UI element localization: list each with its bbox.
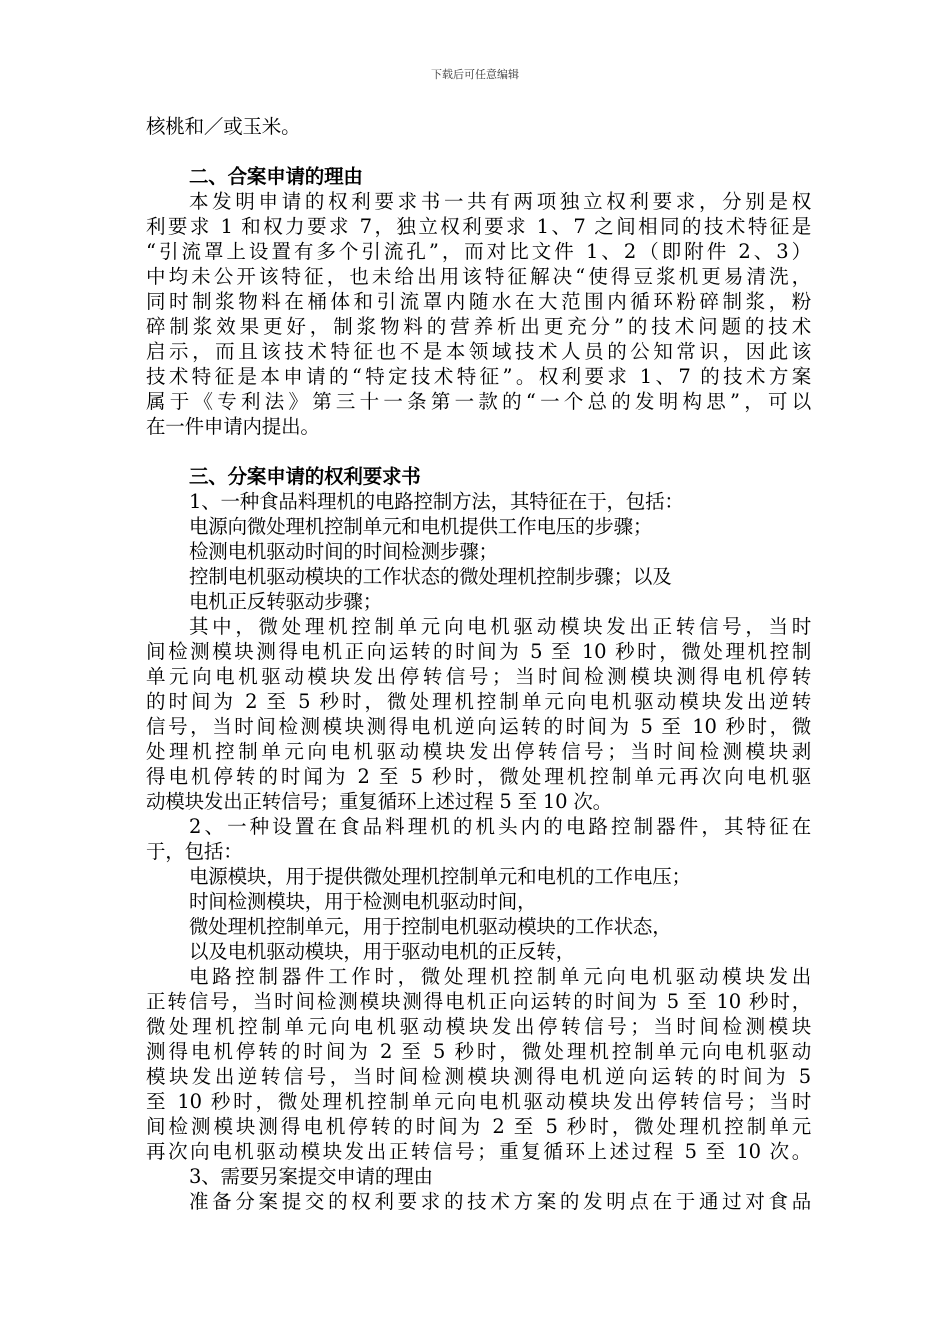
text-line: 得电机停转的时闻为 2 至 5 秒时，微处理机控制单元再次向电机驱 [146,765,811,788]
text-line: 微处理机控制单元向电机驱动模块发出停转信号；当时间检测模块 [146,1015,811,1038]
text-line: “引流罩上设置有多个引流孔”，而对比文件 1、2（即附件 2、3） [146,240,811,263]
text-line: 技术特征是本申请的“特定技术特征”。权利要求 1、7 的技术方案 [146,365,811,388]
page-header: 下载后可任意编辑 [431,68,519,81]
text-line: 1、一种食品料理机的电路控制方法，其特征在于，包括： [189,490,684,513]
section-heading: 二、合案申请的理由 [189,165,363,188]
text-line: 电源向微处理机控制单元和电机提供工作电压的步骤； [189,515,653,538]
text-line: 微处理机控制单元，用于控制电机驱动模块的工作状态， [189,915,672,938]
text-line: 的时间为 2 至 5 秒时，微处理机控制单元向电机驱动模块发出逆转 [146,690,811,713]
text-line: 控制电机驱动模块的工作状态的微处理机控制步骤；以及 [189,565,672,588]
text-line: 本发明申请的权利要求书一共有两项独立权利要求，分别是权 [189,190,811,213]
text-line: 核桃和／或玉米。 [146,115,301,138]
text-line: 电源模块，用于提供微处理机控制单元和电机的工作电压； [189,865,691,888]
text-line: 测得电机停转的时间为 2 至 5 秒时，微处理机控制单元向电机驱动 [146,1040,811,1063]
text-line: 模块发出逆转信号，当时间检测模块测得电机逆向运转的时间为 5 [146,1065,811,1088]
text-line: 属于《专利法》第三十一条第一款的“一个总的发明构思”，可以 [146,390,811,413]
text-line: 以及电机驱动模块，用于驱动电机的正反转， [189,940,576,963]
text-line: 碎制浆效果更好，制浆物料的营养析出更充分”的技术问题的技术 [146,315,811,338]
blank-line [146,139,811,164]
text-line: 3、需要另案提交申请的理由 [189,1165,433,1188]
text-line: 间检测模块测得电机正向运转的时间为 5 至 10 秒时，微处理机控制 [146,640,811,663]
text-line: 正转信号，当时间检测模块测得电机正向运转的时间为 5 至 10 秒时， [146,990,811,1013]
blank-line [146,439,811,464]
text-line: 处理机控制单元向电机驱动模块发出停转信号；当时间检测模块剥 [146,740,811,763]
text-line: 单元向电机驱动模块发出停转信号；当时间检测模块测得电机停转 [146,665,811,688]
text-line: 间检测模块测得电机停转的时间为 2 至 5 秒时，微处理机控制单元 [146,1115,811,1138]
text-line: 中均未公开该特征，也未给出用该特征解决“使得豆浆机更易清洗， [146,265,811,288]
text-line: 信号，当时间检测模块测得电机逆向运转的时间为 5 至 10 秒时，微 [146,715,811,738]
text-line: 利要求 1 和权力要求 7，独立权利要求 1、7 之间相同的技术特征是 [146,215,811,238]
text-line: 准备分案提交的权利要求的技术方案的发明点在于通过对食品 [189,1190,811,1213]
text-line: 在一件申请内提出。 [146,415,320,438]
text-line: 再次向电机驱动模块发出正转信号；重复循环上述过程 5 至 10 次。 [146,1140,811,1163]
text-line: 启示，而且该技术特征也不是本领域技术人员的公知常识，因此该 [146,340,811,363]
text-line: 电路控制器件工作时，微处理机控制单元向电机驱动模块发出 [189,965,811,988]
document-body [146,114,811,1214]
text-line: 同时制浆物料在桶体和引流罩内随水在大范围内循环粉碎制浆，粉 [146,290,811,313]
text-line: 其中，微处理机控制单元向电机驱动模块发出正转信号，当时 [189,615,811,638]
text-line: 2、一种设置在食品料理机的机头内的电路控制器件，其特征在 [189,815,811,838]
text-line: 时间检测模块，用于检测电机驱动时间， [189,890,537,913]
text-line: 电机正反转驱动步骤； [189,590,383,613]
text-line: 至 10 秒时，微处理机控制单元向电机驱动模块发出停转信号；当时 [146,1090,811,1113]
text-line: 检测电机驱动时间的时间检测步骤； [189,540,498,563]
text-line: 动模块发出正转信号；重复循环上述过程 5 至 10 次。 [146,790,612,813]
text-line: 于，包括： [146,840,243,863]
section-heading: 三、分案申请的权利要求书 [189,465,421,488]
